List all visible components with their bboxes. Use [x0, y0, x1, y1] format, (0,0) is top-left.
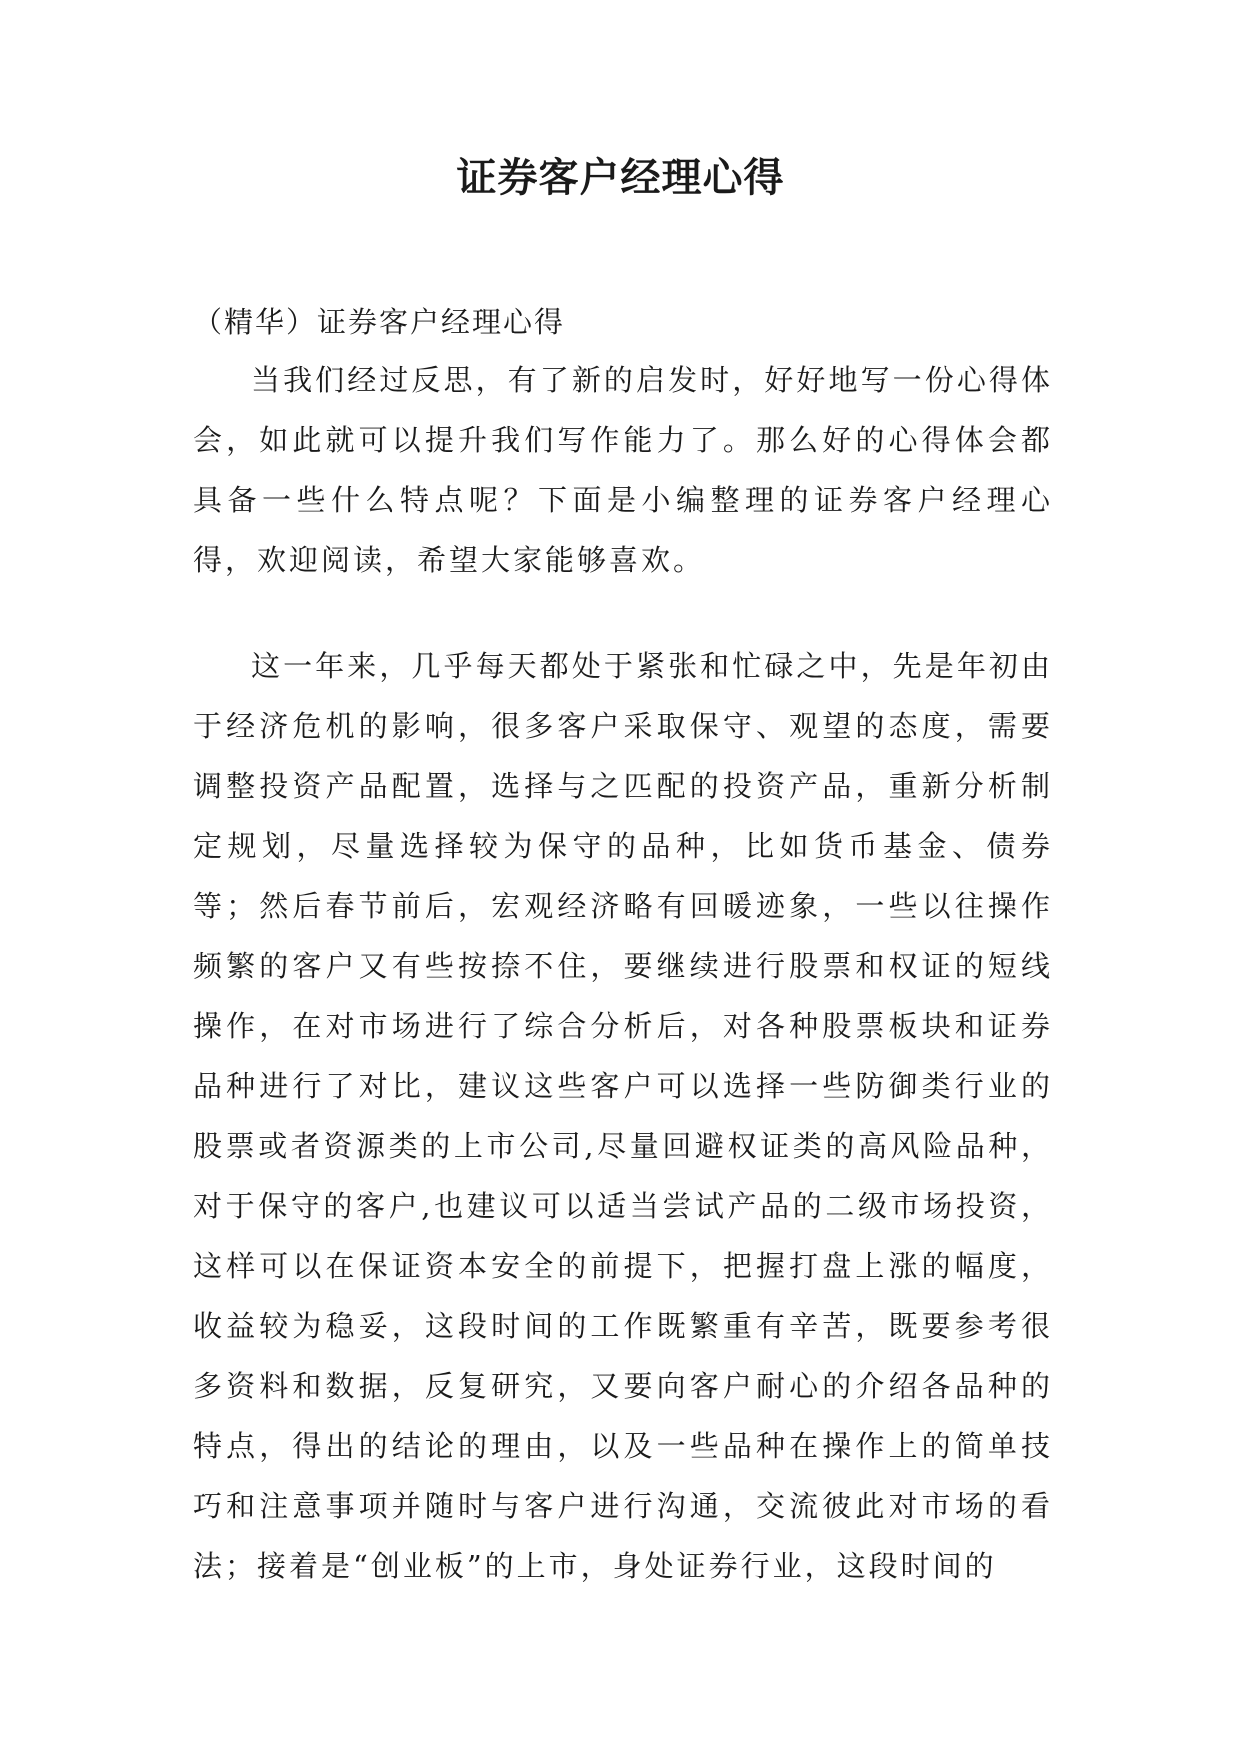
document-title: 证券客户经理心得	[456, 154, 785, 201]
document-subtitle: （精华）证券客户经理心得	[193, 305, 566, 339]
intro-paragraph: 当我们经过反思，有了新的启发时，好好地写一份心得体会，如此就可以提升我们写作能力了。那么好的心得体会都具备一些什么特点呢？下面是小编整理的证券客户经理心得，欢迎阅读，希望大家能够喜欢。	[193, 363, 1053, 577]
body-paragraph: 这一年来，几乎每天都处于紧张和忙碌之中，先是年初由于经济危机的影响，很多客户采取保守、观望的态度，需要调整投资产品配置，选择与之匹配的投资产品，重新分析制定规划，尽量选择较为保守的品种，比如货币基金、债券等；然后春节前后，宏观经济略有回暖迹象，一些以往操作频繁的客户又有些按捺不住，要继续进行股票和权证的短线操作，在对市场进行了综合分析后，对各种股票板块和证券品种进行了对比，建议这些客户可以选择一些防御类行业的股票或者资源类的上市公司,尽量回避权证类的高风险品种，对于保守的客户,也建议可以适当尝试产品的二级市场投资，这样可以在保证资本安全的前提下，把握打盘上涨的幅度，收益较为稳妥，这段时间的工作既繁重有辛苦，既要参考很多资料和数据，反复研究，又要向客户耐心的介绍各品种的特点，得出的结论的理由，以及一些品种在操作上的简单技巧和注意事项并随时与客户进行沟通，交流彼此对市场的看法；接着是“创业板”的上市，身处证券行业，这段时间的	[193, 649, 1053, 1583]
